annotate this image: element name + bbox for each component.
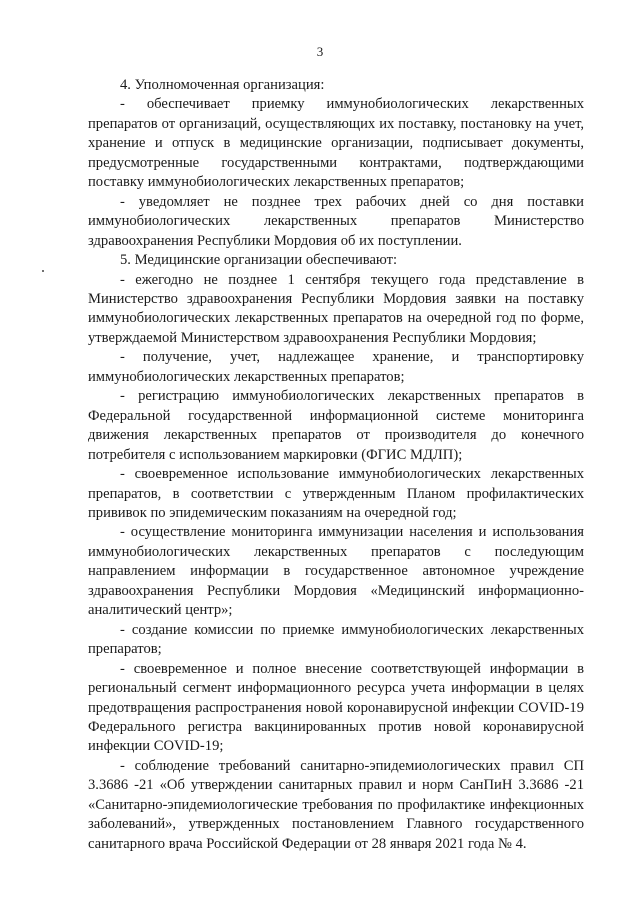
list-item-acceptance: - обеспечивает приемку иммунобиологических лекарственных препаратов от организаций, осуществляющих их поставку, постановку на учет, хранение и отпуск в медицинские организации, подписывает документы, предусмотренные государственными контрактами, подтверждающими поставку иммунобиологических лекарственных препаратов; — [88, 96, 584, 191]
list-item-covid-register: - своевременное и полное внесение соответствующей информации в региональный сегмент информационного ресурса учета информации в целях предотвращения распространения новой коронавирусной инфекции COVID-19 Федерального регистра вакцинированных против новой коронавирусной инфекции COVID-19; — [88, 660, 584, 755]
section-4-heading: 4. Уполномоченная организация: — [120, 77, 325, 93]
list-item-sanitary-rules: - соблюдение требований санитарно-эпидемиологических правил СП 3.3686 -21 «Об утверждении санитарных правил и норм СанПиН 3.3686 -21 «Санитарно-эпидемиологические требования по профилактике инфекционных заболеваний», утвержденных постановлением Главного государственного санитарного врача Российской Федерации от 28 января 2021 года № 4. — [88, 757, 584, 852]
list-item-receipt-storage: - получение, учет, надлежащее хранение, и транспортировку иммунобиологических лекарственных препаратов; — [88, 349, 584, 385]
page-number: 3 — [316, 44, 324, 59]
list-item-commission: - создание комиссии по приемке иммунобиологических лекарственных препаратов; — [88, 621, 584, 658]
list-item-monitoring: - осуществление мониторинга иммунизации населения и использования иммунобиологических лекарственных препаратов с последующим направлением информации в государственное автономное учреждение здравоохранения Республики Мордовия «Медицинский информационно-аналитический центр»; — [88, 524, 584, 619]
list-item-annual-request: - ежегодно не позднее 1 сентября текущего года представление в Министерство здравоохранения Республики Мордовия заявки на поставку иммунобиологических лекарственных препаратов на очередной год по форме, утверждаемой Министерством здравоохранения Республики Мордовия; — [88, 271, 584, 346]
section-5-heading: 5. Медицинские организации обеспечивают: — [120, 252, 398, 269]
list-item-timely-use: - своевременное использование иммунобиологических лекарственных препаратов, в соответствии с утвержденным Планом профилактических прививок по эпидемическим показаниям на очередной год; — [88, 466, 584, 521]
scan-dot-mark — [42, 270, 44, 272]
list-item-registration: - регистрацию иммунобиологических лекарственных препаратов в Федеральной государственной информационной системе мониторинга движения лекарственных препаратов от производителя до конечного потребителя с использованием маркировки (ФГИС МДЛП); — [88, 388, 584, 463]
document-body — [88, 76, 584, 854]
list-item-notification: - уведомляет не позднее трех рабочих дней со дня поставки иммунобиологических лекарственных препаратов Министерство здравоохранения Республики Мордовия об их поступлении. — [88, 193, 584, 249]
